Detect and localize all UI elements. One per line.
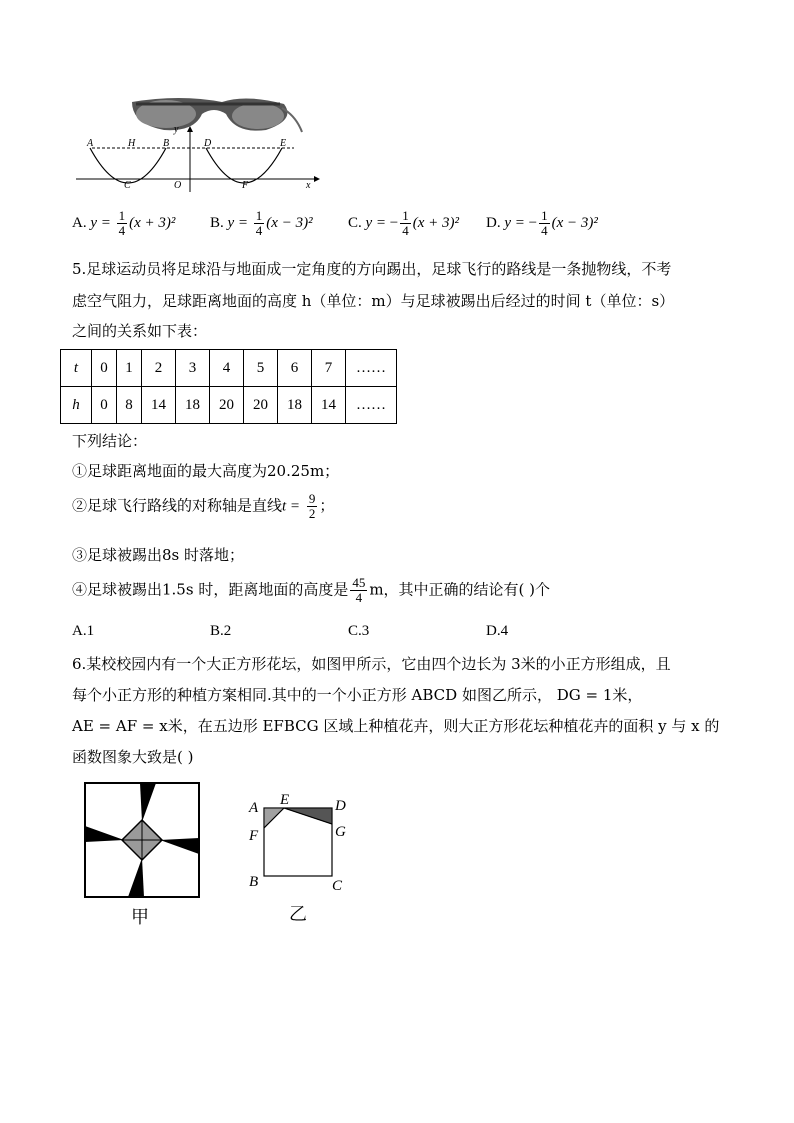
table-cell: 2 <box>142 350 176 387</box>
q5-option-b[interactable]: B.2 <box>210 623 232 639</box>
label-D: D <box>204 138 212 149</box>
table-cell: 14 <box>312 387 346 424</box>
q4-option-d[interactable] <box>486 209 598 238</box>
conclusion-2-prefix: ②足球飞行路线的对称轴是直线 <box>72 496 283 515</box>
table-cell: 7 <box>312 350 346 387</box>
table-cell: t <box>61 350 92 387</box>
fraction-numerator: 1 <box>118 208 126 223</box>
fraction <box>254 209 265 238</box>
q6-line1: 6.某校校园内有一个大正方形花坛，如图甲所示，它由四个边长为 3米的小正方形组成，且 <box>72 655 671 673</box>
label-A: A <box>249 800 259 816</box>
table-row-t <box>61 350 397 387</box>
table-cell: 20 <box>210 387 244 424</box>
option-letter: B. <box>210 214 228 231</box>
fraction-denominator: 4 <box>402 223 409 238</box>
q5-stem-line3: 之间的关系如下表： <box>72 322 208 340</box>
option-letter: C. <box>348 214 366 231</box>
table-cell: 0 <box>92 387 117 424</box>
label-E: E <box>280 138 287 149</box>
label-y: y <box>174 124 179 135</box>
label-F: F <box>242 180 249 191</box>
fraction-numerator: 45 <box>352 575 366 590</box>
fraction-denominator: 4 <box>355 590 363 605</box>
table-cell: 6 <box>278 350 312 387</box>
figure-yi <box>244 790 360 900</box>
q5-stem-line2: 虑空气阻力，足球距离地面的高度 h（单位：m）与足球被踢出后经过的时间 t（单位：s） <box>72 292 675 310</box>
option-sign: − <box>528 214 538 231</box>
fraction <box>539 209 550 238</box>
q5-conclusion-4 <box>72 576 550 605</box>
table-row-h <box>61 387 397 424</box>
option-letter: D. <box>486 214 505 231</box>
q5-conclusion-1: ①足球距离地面的最大高度为20.25m； <box>72 462 340 480</box>
fraction-denominator: 4 <box>541 223 548 238</box>
label-G: G <box>335 824 346 840</box>
option-rest: (x + 3)² <box>412 214 460 231</box>
q6-line4: 函数图象大致是( ) <box>72 748 194 766</box>
q6-line2: 每个小正方形的种植方案相同.其中的一个小正方形 ABCD 如图乙所示， DG = 1米， <box>72 686 643 704</box>
conclusion-2-suffix: ； <box>319 496 335 515</box>
fraction <box>117 209 128 238</box>
table-cell: …… <box>346 387 397 424</box>
option-rest: (x − 3)² <box>551 214 598 231</box>
figure-yi-caption: 乙 <box>289 904 307 925</box>
label-B: B <box>249 874 259 890</box>
option-rest: (x + 3)² <box>129 214 176 231</box>
fraction-numerator: 9 <box>308 491 316 506</box>
option-rest: (x − 3)² <box>266 214 313 231</box>
q5-option-c[interactable]: C.3 <box>348 623 370 639</box>
q4-figure <box>70 92 330 196</box>
label-H: H <box>128 138 136 149</box>
sunglasses-image <box>132 98 302 132</box>
table-cell: 14 <box>142 387 176 424</box>
q5-stem-line1: 5.足球运动员将足球沿与地面成一定角度的方向踢出，足球飞行的路线是一条抛物线，不考 <box>72 260 672 278</box>
label-A: A <box>87 138 94 149</box>
label-B: B <box>163 138 170 149</box>
label-O: O <box>174 180 182 191</box>
fraction-numerator: 1 <box>541 208 548 223</box>
figure-jia-caption: 甲 <box>131 907 149 928</box>
table-cell: 20 <box>244 387 278 424</box>
q6-line3: AE = AF = x米，在五边形 EFBCG 区域上种植花卉，则大正方形花坛种植花卉的面积 y 与 x 的 <box>72 717 720 735</box>
table-cell: 4 <box>210 350 244 387</box>
table-cell: h <box>61 387 92 424</box>
table-cell: 18 <box>278 387 312 424</box>
option-sign: − <box>389 214 399 231</box>
fraction-denominator: 2 <box>308 506 316 521</box>
conclusion-4-suffix: m，其中正确的结论有( )个 <box>369 580 551 599</box>
fraction-numerator: 1 <box>402 208 409 223</box>
fraction-denominator: 4 <box>118 223 126 238</box>
conclusion-4-prefix: ④足球被踢出1.5s 时，距离地面的高度是 <box>72 580 349 599</box>
q4-option-b[interactable] <box>210 209 313 238</box>
label-x: x <box>306 180 311 191</box>
fraction <box>400 209 411 238</box>
table-cell: …… <box>346 350 397 387</box>
fraction-numerator: 1 <box>255 208 263 223</box>
q5-data-table <box>60 349 397 424</box>
label-F: F <box>249 828 259 844</box>
label-E: E <box>280 792 290 808</box>
q5-conclusion-intro: 下列结论： <box>72 432 148 450</box>
option-lhs: y = <box>227 214 249 231</box>
table-cell: 0 <box>92 350 117 387</box>
q5-option-a[interactable]: A.1 <box>72 623 95 639</box>
figure-jia <box>84 782 200 898</box>
label-C: C <box>124 180 131 191</box>
fraction <box>350 576 367 605</box>
option-lhs: y = <box>365 214 387 231</box>
fraction-denominator: 4 <box>255 223 263 238</box>
table-cell: 3 <box>176 350 210 387</box>
q5-conclusion-2 <box>72 492 334 521</box>
label-D: D <box>335 798 346 814</box>
table-cell: 5 <box>244 350 278 387</box>
option-letter: A. <box>72 214 91 231</box>
q5-conclusion-3: ③足球被踢出8s 时落地； <box>72 546 245 564</box>
table-cell: 8 <box>117 387 142 424</box>
q4-option-a[interactable] <box>72 209 175 238</box>
fraction <box>307 492 318 521</box>
label-C: C <box>332 878 343 894</box>
q4-option-c[interactable] <box>348 209 459 238</box>
option-lhs: y = <box>504 214 525 231</box>
q5-option-d[interactable]: D.4 <box>486 623 509 639</box>
table-cell: 18 <box>176 387 210 424</box>
option-lhs: y = <box>90 214 111 231</box>
table-cell: 1 <box>117 350 142 387</box>
right-parabola <box>206 148 282 183</box>
left-parabola <box>90 148 166 183</box>
conclusion-2-var: t = <box>282 498 301 515</box>
